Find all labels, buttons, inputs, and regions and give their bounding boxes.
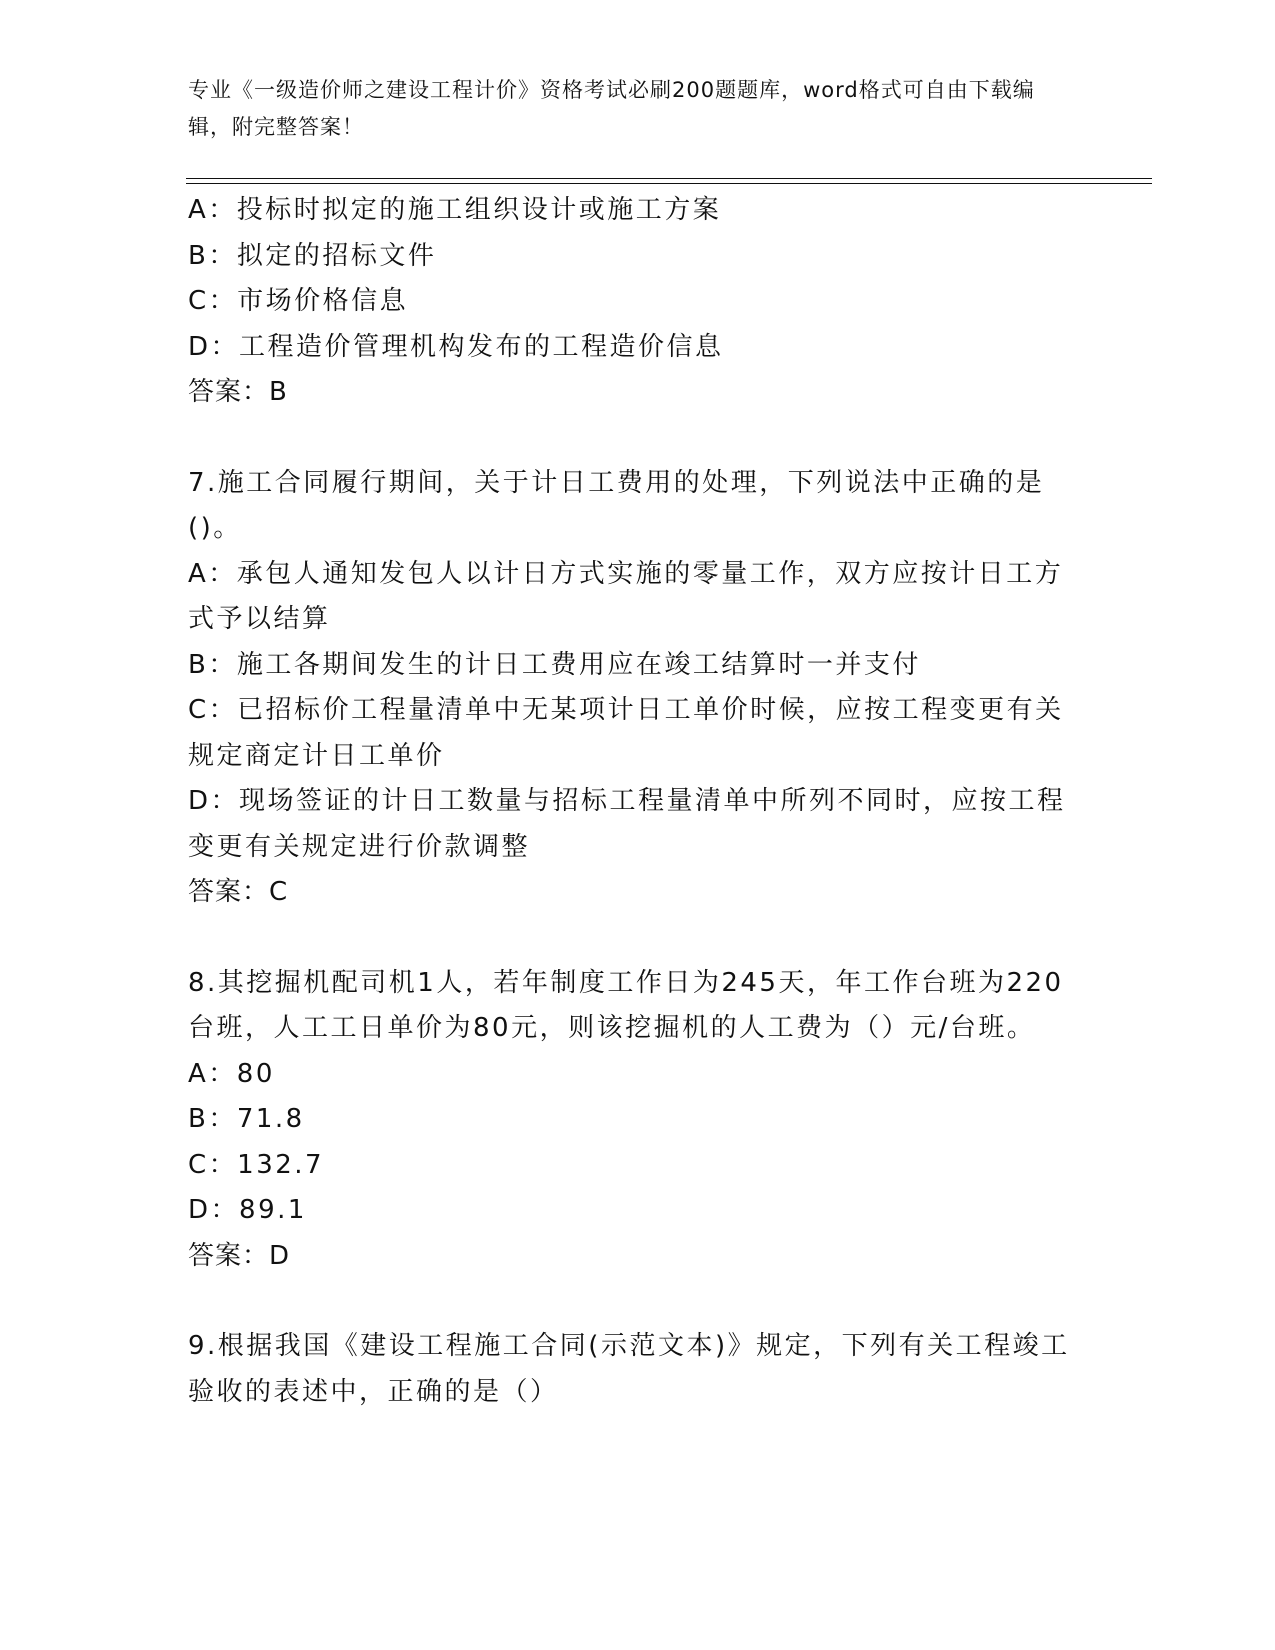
- option-c: C：已招标价工程量清单中无某项计日工单价时候，应按工程变更有关规定商定计日工单价: [188, 695, 1064, 771]
- answer: 答案：D: [188, 1240, 291, 1271]
- question-9: [188, 1324, 1078, 1415]
- option-a: A：承包人通知发包人以计日方式实施的零量工作，双方应按计日工方式予以结算: [188, 558, 1064, 634]
- answer: 答案：C: [188, 877, 289, 907]
- header-rule-bottom: [186, 183, 1152, 184]
- option-a: A：投标时拟定的施工组织设计或施工方案: [188, 195, 722, 225]
- question-stem: 9.根据我国《建设工程施工合同(示范文本)》规定，下列有关工程竣工验收的表述中，正确的是（）: [188, 1331, 1070, 1407]
- question-8: [188, 961, 1078, 1280]
- option-b: B：施工各期间发生的计日工费用应在竣工结算时一并支付: [188, 649, 921, 680]
- option-d: D：工程造价管理机构发布的工程造价信息: [188, 331, 724, 362]
- option-a: A：80: [188, 1058, 275, 1089]
- option-c: C：市场价格信息: [188, 286, 409, 316]
- option-c: C：132.7: [188, 1149, 325, 1180]
- question-7: [188, 461, 1078, 916]
- answer: 答案：B: [188, 377, 288, 407]
- question-stem: 7.施工合同履行期间，关于计日工费用的处理，下列说法中正确的是()。: [188, 467, 1045, 543]
- option-b: B：71.8: [188, 1104, 305, 1134]
- document-header: 专业《一级造价师之建设工程计价》资格考试必刷200题题库，word格式可自由下载编辑，附完整答案！: [188, 78, 1035, 139]
- header-rule-top: [186, 178, 1152, 179]
- prev-question-block: [188, 188, 1078, 416]
- option-b: B：拟定的招标文件: [188, 240, 437, 271]
- option-d: D：现场签证的计日工数量与招标工程量清单中所列不同时，应按工程变更有关规定进行价款调整: [188, 786, 1066, 862]
- question-stem: 8.其挖掘机配司机1人，若年制度工作日为245天，年工作台班为220台班，人工工日单价为80元，则该挖掘机的人工费为（）元/台班。: [188, 967, 1064, 1043]
- document-content: [188, 188, 1078, 1415]
- option-d: D：89.1: [188, 1195, 307, 1225]
